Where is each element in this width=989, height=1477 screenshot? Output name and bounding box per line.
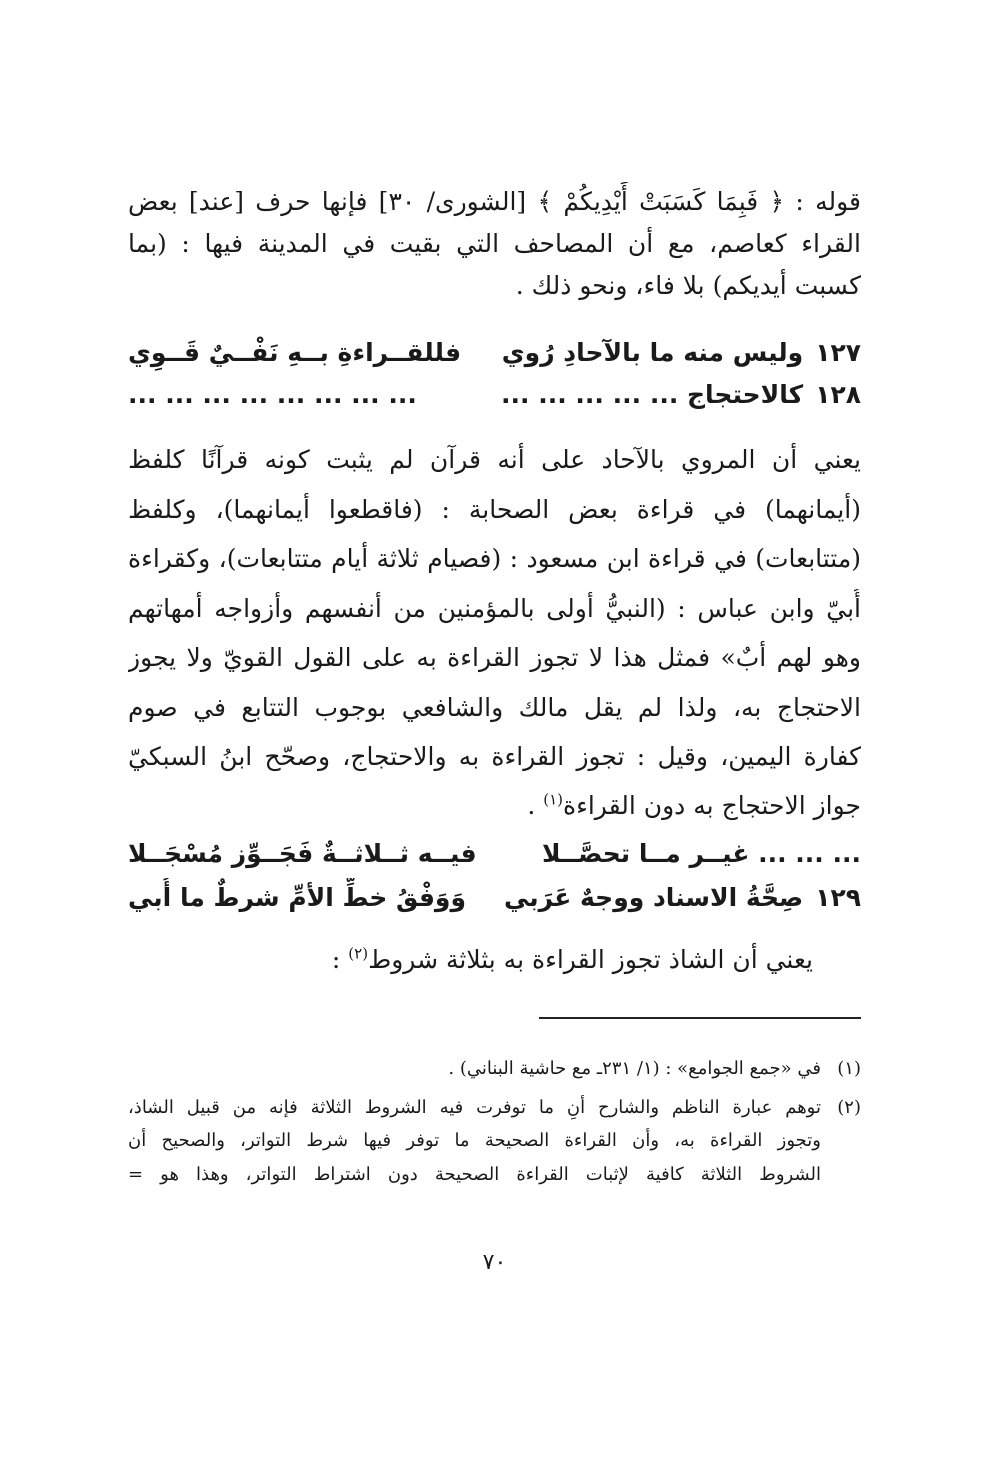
verse-128 xyxy=(128,375,861,415)
footnote-number: (١) xyxy=(837,1058,861,1079)
para2-line-3: (متتابعات) في قراءة ابن مسعود : (فصيام ثلاثة أيام متتابعات)، وكقراءة xyxy=(128,544,861,573)
footnote-separator xyxy=(539,1017,861,1019)
para2-line-1: يعني أن المروي بالآحاد على أنه قرآن لم يثبت كونه قرآنًا كلفظ xyxy=(128,445,861,474)
para3-end: : xyxy=(331,945,349,974)
footnote-2-line-3: الشروط الثلاثة كافية لإثبات القراءة الصحيحة دون اشتراط التواتر، وهذا هو = xyxy=(128,1164,821,1185)
verse-second-hemistich: فيــه ثــلاثــةٌ فَجَــوِّز مُسْجَــلا xyxy=(128,839,477,868)
para2-line-8-text: جواز الاحتجاج به دون القراءة xyxy=(563,791,861,820)
footnote-ref-2: (٢) xyxy=(348,944,369,963)
verse-text: كالاحتجاج ... ... ... ... ... xyxy=(501,380,804,409)
para3-line xyxy=(128,940,861,980)
verse-second-hemistich: ... ... ... ... ... ... ... ... xyxy=(128,380,417,409)
para2-line-5: وهو لهم أبٌ» فمثل هذا لا تجوز القراءة به على القول القويّ ولا يجوز xyxy=(128,643,861,672)
footnote-number: (٢) xyxy=(837,1097,861,1118)
para2-line-2: (أيمانهما) في قراءة بعض الصحابة : (فاقطعوا أيمانهما)، وكلفظ xyxy=(128,495,861,524)
verse-number: ١٢٧ xyxy=(815,338,861,367)
footnote-text: في «جمع الجوامع» : (١/ ٢٣١ـ مع حاشية البناني) . xyxy=(448,1058,821,1079)
para2-line-8 xyxy=(128,786,861,826)
footnote-1 xyxy=(128,1054,861,1084)
verse-second-hemistich: فللقــراءةِ بــهِ نَفْــيٌ قَــوِي xyxy=(128,338,462,367)
verse-first-hemistich xyxy=(504,878,861,918)
para2-line-4: أُبيّ وابن عباس : (النبيُّ أولى بالمؤمنين من أنفسهم وأزواجه أمهاتهم xyxy=(128,594,861,623)
footnote-2-line-1 xyxy=(128,1093,861,1123)
verse-first-hemistich: ... ... ... غيــر مــا تحصَّــلا xyxy=(542,839,861,868)
footnote-ref-1: (١) xyxy=(543,790,563,809)
page-number: ٧٠ xyxy=(482,1250,507,1275)
verse-129 xyxy=(128,878,861,918)
para1-line-3: كسبت أيديكم) بلا فاء، ونحو ذلك . xyxy=(515,271,861,300)
verse-number: ١٢٩ xyxy=(815,883,861,912)
para2-end: . xyxy=(527,791,544,820)
para2-line-6: الاحتجاج به، ولذا لم يقل مالك والشافعي بوجوب التتابع في صوم xyxy=(128,693,861,722)
para2-line-7: كفارة اليمين، وقيل : تجوز القراءة به والاحتجاج، وصحّح ابنُ السبكيّ xyxy=(128,742,861,771)
verse-second-hemistich: وَوَفْقُ خطِّ الأمِّ شرطٌ ما أُبي xyxy=(128,883,467,912)
footnote-text: توهم عبارة الناظم والشارح أنِ ما توفرت فيه الشروط الثلاثة فإنه من قبيل الشاذ، xyxy=(128,1097,821,1118)
verse-text: صِحَّةُ الاسناد ووجهٌ عَرَبي xyxy=(504,883,804,912)
footnote-2-line-2: وتجوز القراءة به، وأن القراءة الصحيحة ما توفر فيها شرط التواتر، والصحيح أن xyxy=(128,1130,821,1151)
verse-text: وليس منه ما بالآحادِ رُوي xyxy=(501,338,804,367)
verse-number: ١٢٨ xyxy=(815,380,861,409)
para1-line-1: قوله : ﴿ فَبِمَا كَسَبَتْ أَيْدِيكُمْ ﴾ [الشورى/ ٣٠] فإنها حرف [عند] بعض xyxy=(128,187,861,216)
para1-line-2: القراء كعاصم، مع أن المصاحف التي بقيت في المدينة فيها : (بما xyxy=(128,229,861,258)
para3-text: يعني أن الشاذ تجوز القراءة به بثلاثة شروط xyxy=(368,945,813,974)
verse-first-hemistich xyxy=(501,375,861,415)
verse-127 xyxy=(128,333,861,373)
verse-first-hemistich xyxy=(502,333,861,373)
verse-128-completion xyxy=(128,834,861,874)
